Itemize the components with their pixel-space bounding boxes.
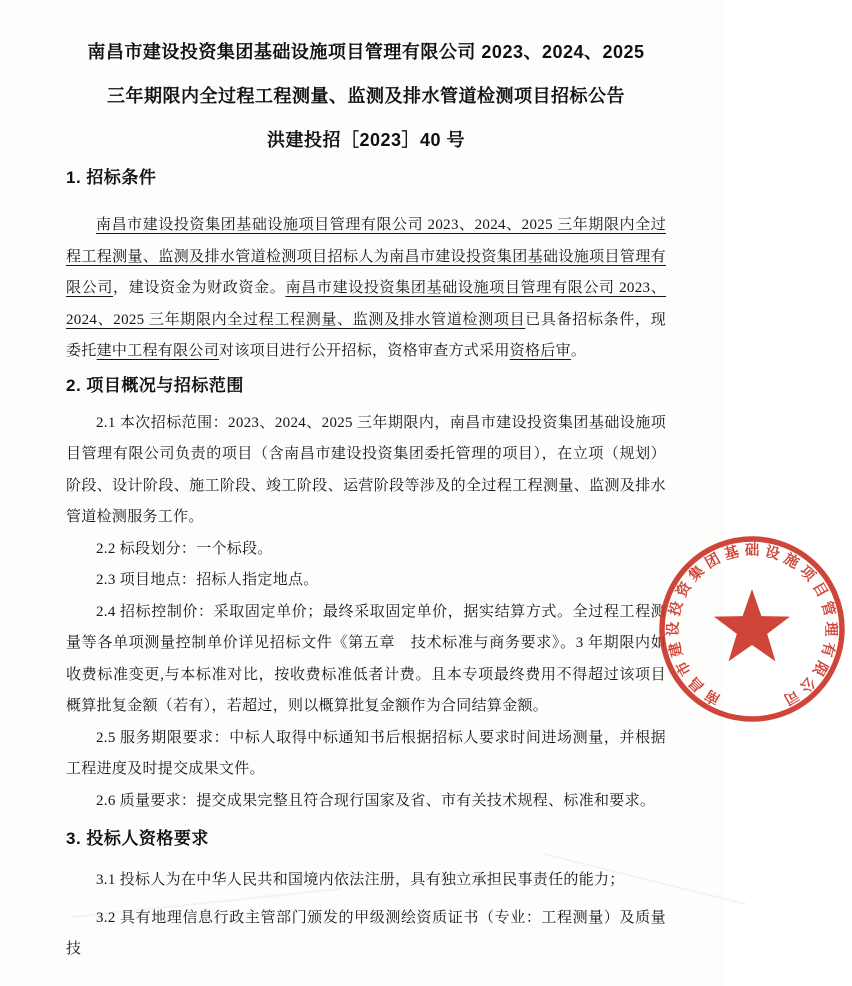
text-run: 2.6 质量要求：提交成果完整且符合现行国家及省、市有关技术规程、标准和要求。 bbox=[96, 792, 656, 809]
seal-star bbox=[714, 589, 790, 661]
seal-character: 项 bbox=[796, 563, 818, 585]
text-run: ，建设资金为财政资金。 bbox=[113, 280, 286, 296]
text-run: 2.5 服务期限要求：中标人取得中标通知书后根据招标人要求时间进场测量，并根据工程进度及时提交成果文件。 bbox=[66, 729, 666, 777]
underlined-text-run: 资格后审 bbox=[509, 343, 571, 359]
seal-character: 设 bbox=[666, 621, 682, 637]
text-run: 对该项目进行公开招标，资格审查方式采用 bbox=[219, 343, 510, 359]
underlined-text-run: 南昌市建设投资集团基础设施项目管理有限公司 2023、2024、2025 三年期限内全过程工程测量、监测及排水管道检测项目招标人为南昌市建设投资集团基础设施项目管理有限公司 bbox=[66, 217, 666, 296]
seal-character: 集 bbox=[686, 563, 708, 585]
seal-character: 有 bbox=[817, 640, 837, 659]
seal-character: 管 bbox=[817, 599, 837, 618]
seal-character: 建 bbox=[667, 640, 687, 659]
seal-character: 限 bbox=[809, 657, 831, 679]
text-run: 3.2 具有地理信息行政主管部门颁发的甲级测绘资质证书（专业：工程测量）及质量技 bbox=[66, 909, 666, 957]
text-run: 已具备招标条件，现委托 bbox=[66, 311, 667, 359]
seal-character: 基 bbox=[722, 544, 741, 564]
seal-character: 司 bbox=[780, 686, 802, 708]
seal-character: 团 bbox=[702, 550, 724, 572]
text-run: 2.4 招标控制价：采取固定单价；最终采取固定单价，据实结算方式。全过程工程测量等各单项测量控制单价详见招标文件《第五章 技术标准与商务要求》。3 年期限内如收费标准变更,与本标准对比，按收费标准低者计费。且本专项最终费用不得超过该项目概算批复金额（若有），若超过，则以概算批复金额作为合同结算金额。 bbox=[66, 603, 666, 714]
paragraph-2-3-location bbox=[66, 565, 666, 597]
document-number: 洪建投招［2023］40 号 bbox=[266, 130, 466, 150]
paragraph-2-5-service-period bbox=[66, 723, 666, 786]
seal-character: 资 bbox=[673, 579, 695, 601]
paragraph-3-1-registration bbox=[66, 865, 666, 897]
seal-character: 昌 bbox=[686, 673, 708, 695]
text-run: 。 bbox=[570, 343, 587, 359]
seal-character: 投 bbox=[667, 599, 687, 618]
document-title-line-1: 南昌市建设投资集团基础设施项目管理有限公司 2023、2024、2025 bbox=[87, 42, 645, 62]
section-heading-bidding-conditions: 1. 招标条件 bbox=[66, 168, 157, 187]
paragraph-2-2-lots bbox=[66, 534, 666, 566]
section-heading-project-overview: 2. 项目概况与招标范围 bbox=[66, 375, 244, 395]
seal-character: 市 bbox=[673, 657, 695, 679]
seal-character: 理 bbox=[822, 621, 838, 637]
paragraph-bidding-conditions bbox=[66, 210, 666, 368]
seal-character: 公 bbox=[796, 673, 818, 695]
seal-character: 础 bbox=[744, 543, 760, 559]
seal-character: 目 bbox=[809, 579, 831, 601]
paragraph-2-1-scope bbox=[66, 408, 666, 534]
seal-character: 施 bbox=[780, 550, 802, 572]
document-title-line-2: 三年期限内全过程工程测量、监测及排水管道检测项目招标公告 bbox=[107, 86, 625, 106]
paragraph-2-4-control-price bbox=[66, 597, 666, 723]
underlined-text-run: 南昌市建设投资集团基础设施项目管理有限公司 2023、2024、2025 三年期限内全过程工程测量、监测及排水管道检测项目 bbox=[66, 280, 666, 328]
paragraph-2-6-quality bbox=[66, 786, 666, 818]
text-run: 2.2 标段划分：一个标段。 bbox=[96, 540, 273, 557]
text-run: 2.3 项目地点：招标人指定地点。 bbox=[96, 572, 319, 588]
seal-character: 南 bbox=[702, 686, 724, 708]
text-run: 3.1 投标人为在中华人民共和国境内依法注册，具有独立承担民事责任的能力； bbox=[96, 872, 625, 888]
paragraph-3-2-certificate bbox=[66, 903, 666, 966]
text-run: 2.1 本次招标范围：2023、2024、2025 三年期限内，南昌市建设投资集团基础设施项目管理有限公司负责的项目（含南昌市建设投资集团委托管理的项目），在立项（规划）阶段、设计阶段、施工阶段、竣工阶段、运营阶段等涉及的全过程工程测量、监测及排水管道检测服务工作。 bbox=[66, 414, 666, 525]
section-heading-bidder-qualifications: 3. 投标人资格要求 bbox=[66, 829, 209, 848]
seal-character: 设 bbox=[763, 544, 782, 564]
underlined-text-run: 建中工程有限公司 bbox=[96, 343, 220, 359]
